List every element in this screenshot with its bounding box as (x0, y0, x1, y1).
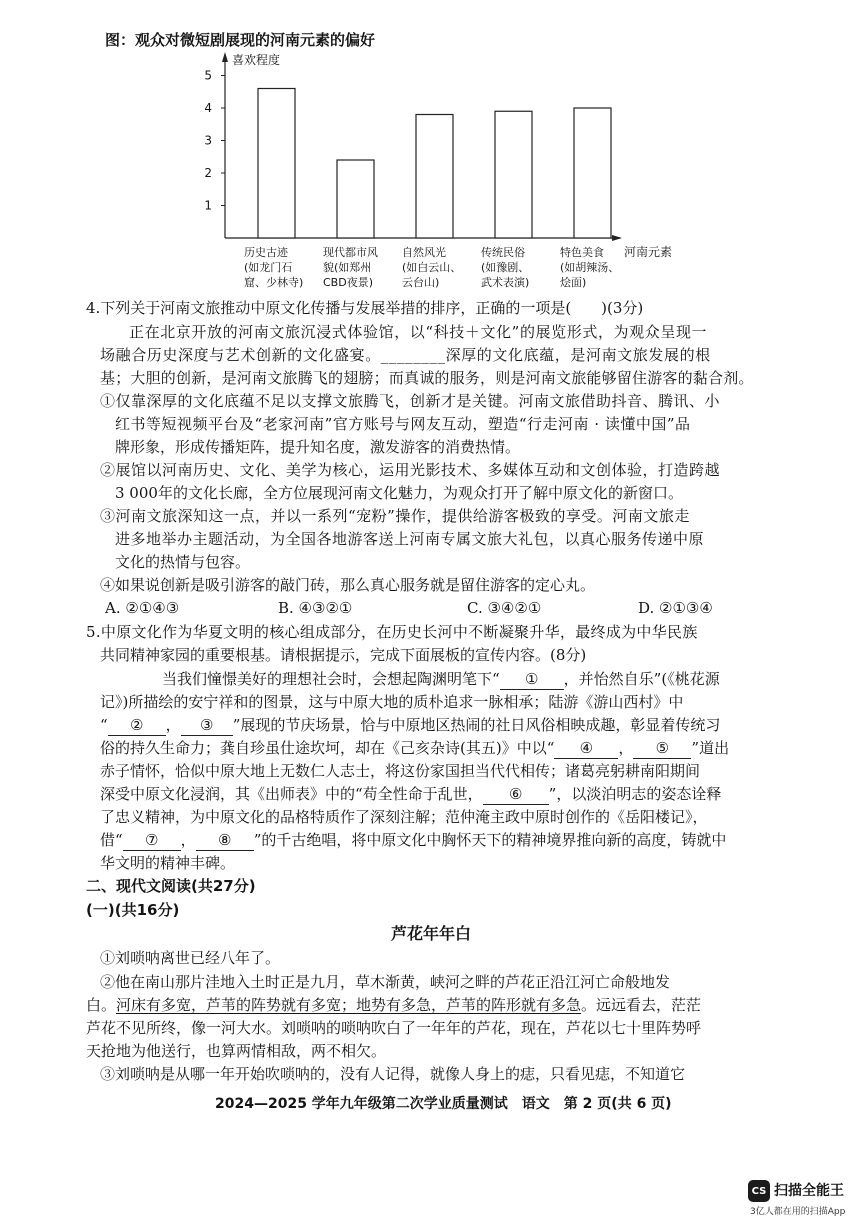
y-tick-label: 4 (204, 101, 212, 115)
q5-text-2: 记》)所描绘的安宁祥和的图景，这与中原大地的质朴追求一脉相承；陆游《游山西村》中 (100, 693, 684, 711)
q4-item-4: ④如果说创新是吸引游客的敲门砖，那么真心服务就是留住游客的定心丸。 (100, 576, 596, 594)
category-label: 貌(如郑州 (323, 261, 372, 274)
category-label: (如龙门石 (244, 261, 293, 274)
x-axis-label: 河南元素 (624, 245, 673, 259)
category-label: 特色美食 (560, 246, 604, 259)
q5-text-8: 借“ ⑦ ， ⑧ ”的千古绝唱，将中原文化中胸怀天下的精神境界推向新的高度，铸就中 (100, 831, 727, 849)
y-tick-label: 1 (204, 198, 212, 213)
q4-item-3b: 进多地举办主题活动，为全国各地游客送上河南专属文旅大礼包，以真心服务传递中原 (115, 530, 705, 548)
q4-item-2b: 3 000年的文化长廊，全方位展现河南文化魅力，为观众打开了解中原文化的新窗口。 (115, 484, 683, 502)
camscanner-slogan: 3亿人都在用的扫描App (750, 1207, 846, 1217)
article-p3: ③刘唢呐是从哪一年开始吹唢呐的，没有人记得，就像人身上的痣，只看见痣，不知道它 (100, 1065, 686, 1083)
y-tick-label: 3 (204, 133, 212, 148)
article-p2d: 天抢地为他送行，也算两情相敌，两不相欠。 (86, 1042, 387, 1060)
q4-item-2a: ②展馆以河南历史、文化、美学为核心，运用光影技术、多媒体互动和文创体验，打造跨越 (100, 461, 721, 479)
q5-text-1: 当我们憧憬美好的理想社会时，会想起陶渊明笔下“ ① ，并怡然自乐”(《桃花源 (162, 670, 720, 688)
blank-6[interactable]: ⑥ (483, 784, 549, 805)
category-label: 传统民俗 (481, 246, 525, 259)
q4-para-1: 正在北京开放的河南文旅沉浸式体验馆，以“科技＋文化”的展览形式，为观众呈现一 (129, 323, 708, 341)
q5-text-9: 华文明的精神丰碑。 (100, 854, 236, 872)
q4-para-2: 场融合历史深度与艺术创新的文化盛宴。________深厚的文化底蕴，是河南文旅发展的根 (100, 346, 711, 364)
blank-1[interactable]: ① (500, 669, 564, 690)
blank-4[interactable]: ④ (554, 738, 618, 759)
category-label: 历史古迹 (244, 246, 288, 259)
figure-caption: 图：观众对微短剧展现的河南元素的偏好 (105, 31, 376, 49)
q5-stem-1: 5.中原文化作为华夏文明的核心组成部分，在历史长河中不断凝聚升华，最终成为中华民族 (86, 623, 698, 641)
category-label: 自然风光 (402, 246, 446, 259)
q5-text-3: “ ② ， ③ ”展现的节庆场景，恰与中原地区热闹的社日风俗相映成趣，彰显着传统习 (100, 716, 721, 734)
q4-item-1a: ①仅靠深厚的文化底蕴不足以支撑文旅腾飞，创新才是关键。河南文旅借助抖音、腾讯、小 (100, 392, 721, 410)
category-label: 云台山) (402, 276, 440, 289)
bar (258, 89, 295, 239)
q4-option-a[interactable]: A. ②①④③ (105, 599, 180, 617)
blank-7[interactable]: ⑦ (123, 830, 181, 851)
category-label: 烩面) (560, 276, 587, 289)
article-p2a: ②他在南山那片洼地入土时正是九月，草木渐黄，峡河之畔的芦花正沿江河亡命般地发 (100, 973, 671, 991)
category-label: 窟、少林寺) (244, 276, 304, 289)
blank-3[interactable]: ③ (181, 715, 233, 736)
y-axis-label: 喜欢程度 (232, 53, 281, 67)
y-tick-label: 5 (204, 68, 212, 83)
q4-item-3c: 文化的热情与包容。 (115, 553, 251, 571)
q4-item-1c: 牌形象，形成传播矩阵，提升知名度，激发游客的消费热情。 (115, 438, 521, 456)
camscanner-name: 扫描全能王 (774, 1183, 844, 1199)
blank-5[interactable]: ⑤ (633, 738, 691, 759)
blank-8[interactable]: ⑧ (196, 830, 254, 851)
category-label: (如胡辣汤、 (560, 261, 620, 274)
category-label: 现代都市风 (323, 246, 378, 259)
page-footer: 2024—2025 学年九年级第二次学业质量测试 语文 第 2 页(共 6 页) (215, 1096, 672, 1112)
category-label: CBD夜景) (323, 276, 373, 289)
q5-stem-2: 共同精神家园的重要根基。请根据提示，完成下面展板的宣传内容。(8分) (100, 646, 587, 664)
underlined-sentence: 河床有多宽，芦苇的阵势就有多宽；地势有多急，芦苇的阵形就有多急 (116, 996, 582, 1014)
q4-stem: 4.下列关于河南文旅推动中原文化传播与发展举措的排序，正确的一项是( )(3分) (86, 299, 644, 317)
q4-item-1b: 红书等短视频平台及“老家河南”官方账号与网友互动，塑造“行走河南 · 读懂中国”品 (115, 415, 691, 433)
x-axis-arrow (612, 235, 622, 241)
bar (574, 108, 611, 238)
bar-chart (180, 48, 690, 298)
bar (337, 160, 374, 238)
q5-text-6: 深受中原文化浸润，其《出师表》中的“苟全性命于乱世， ⑥ ”，以淡泊明志的姿态诠释 (100, 785, 722, 803)
q5-text-4: 俗的持久生命力；龚自珍虽仕途坎坷，却在《己亥杂诗(其五)》中以“ ④ ， ⑤ ”道出 (100, 739, 730, 757)
blank-2[interactable]: ② (108, 715, 166, 736)
section-subheading: (一)(共16分) (86, 901, 180, 919)
bar (416, 115, 453, 239)
q5-text-5: 赤子情怀，恰似中原大地上无数仁人志士，将这份家国担当代代相传；诸葛亮躬耕南阳期间 (100, 762, 701, 780)
q4-option-d[interactable]: D. ②①③④ (638, 599, 713, 617)
q4-para-3: 基；大胆的创新，是河南文旅腾飞的翅膀；而真诚的服务，则是河南文旅能够留住游客的黏合剂。 (100, 369, 754, 387)
y-axis-arrow (222, 52, 228, 62)
q4-item-3a: ③河南文旅深知这一点，并以一系列“宠粉”操作，提供给游客极致的享受。河南文旅走 (100, 507, 690, 525)
bar (495, 111, 532, 238)
category-label: (如豫剧、 (481, 261, 530, 274)
article-p2c: 芦花不见所终，像一河大水。刘唢呐的唢呐吹白了一年年的芦花，现在，芦花以七十里阵势呼 (86, 1019, 702, 1037)
category-label: 武术表演) (481, 276, 530, 289)
article-p2b: 白。河床有多宽，芦苇的阵势就有多宽；地势有多急，芦苇的阵形就有多急。远远看去，茫茫 (86, 996, 702, 1014)
article-title: 芦花年年白 (391, 924, 472, 943)
category-label: (如白云山、 (402, 261, 462, 274)
article-p1: ①刘唢呐离世已经八年了。 (100, 949, 281, 967)
q4-option-c[interactable]: C. ③④②① (467, 599, 542, 617)
q5-text-7: 了忠义精神，为中原文化的品格特质作了深刻注解；范仲淹主政中原时创作的《岳阳楼记》， (100, 808, 708, 826)
section-heading: 二、现代文阅读(共27分) (86, 877, 256, 895)
camscanner-logo: CS (748, 1180, 770, 1202)
y-tick-label: 2 (204, 166, 212, 180)
q4-option-b[interactable]: B. ④③②① (278, 599, 353, 617)
